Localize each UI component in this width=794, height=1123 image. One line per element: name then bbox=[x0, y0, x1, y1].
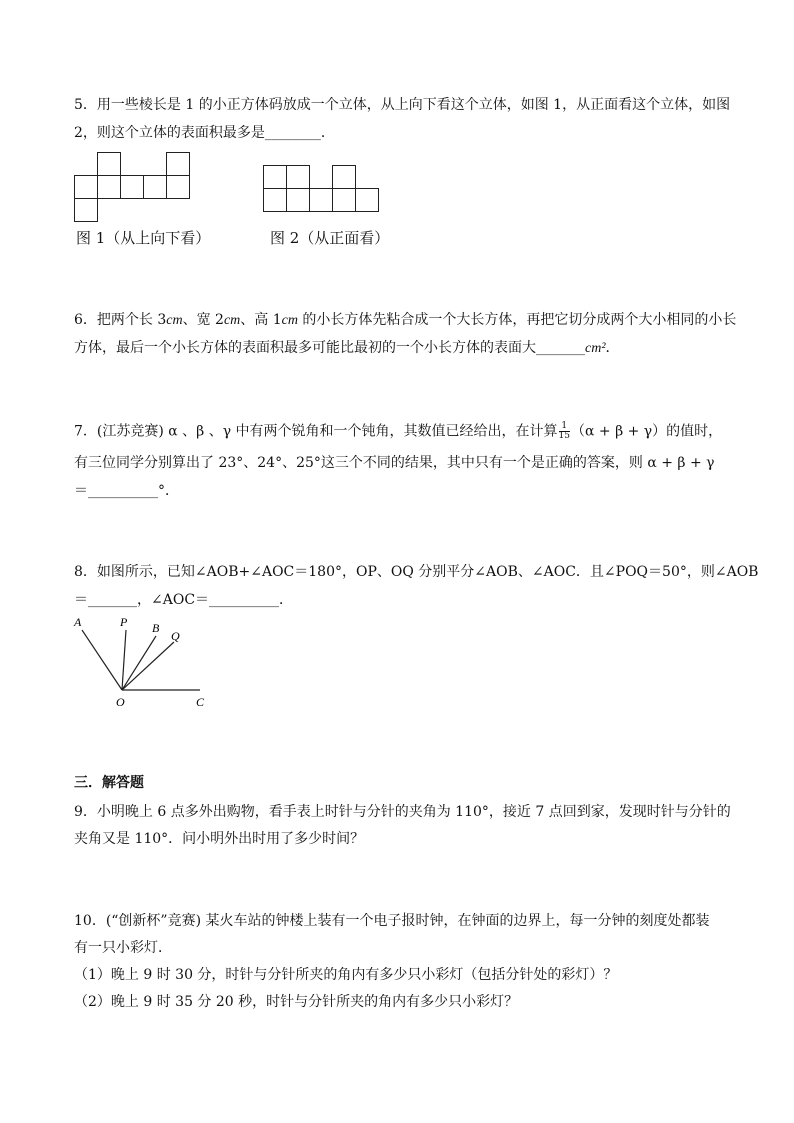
q6-text: ． bbox=[605, 340, 620, 356]
q7-line1 bbox=[74, 422, 722, 441]
figure1-top-view bbox=[74, 150, 194, 222]
fig2-cell bbox=[333, 189, 356, 212]
fig1-cell bbox=[121, 176, 144, 199]
q6-text: 、宽 2 bbox=[182, 312, 224, 328]
label-q: Q bbox=[171, 629, 180, 643]
label-o: O bbox=[116, 695, 125, 709]
q6-unit: cm bbox=[223, 313, 241, 328]
q6-unit-squared: cm² bbox=[585, 341, 606, 356]
q6-text: 、高 1 bbox=[240, 312, 282, 328]
fig2-cell bbox=[264, 166, 287, 189]
fig1-cell bbox=[98, 153, 121, 176]
angle-diagram bbox=[70, 612, 220, 714]
label-b: B bbox=[152, 621, 160, 635]
q5-line2: 2，则这个立体的表面积最多是________． bbox=[74, 125, 335, 141]
fig2-cell bbox=[333, 166, 356, 189]
fig1-cell bbox=[144, 176, 167, 199]
fig1-cell bbox=[167, 176, 190, 199]
q7-text: 7．(江苏竞赛) α 、β 、γ 中有两个锐角和一个钝角，其数值已经给出，在计算 bbox=[74, 423, 558, 440]
section-heading: 三．解答题 bbox=[74, 775, 144, 791]
q6-unit: cm bbox=[166, 313, 183, 328]
ray-op bbox=[122, 630, 126, 690]
q7-line2: 有三位同学分别算出了 23°、24°、25°这三个不同的结果，其中只有一个是正确的答案，则 α + β + γ bbox=[74, 455, 715, 471]
q6-line1 bbox=[74, 311, 736, 330]
fig2-cell bbox=[264, 189, 287, 212]
q5-line1: 5．用一些棱长是 1 的小正方体码放成一个立体，从上向下看这个立体，如图 1，从正面看这个立体，如图 bbox=[74, 97, 731, 113]
q6-text: 方体，最后一个小长方体的表面积最多可能比最初的一个小长方体的表面大_______ bbox=[74, 340, 585, 356]
ray-oa bbox=[82, 630, 122, 690]
fraction-denominator: 15 bbox=[558, 431, 570, 441]
fig2-cell bbox=[356, 189, 379, 212]
q9-line2: 夹角又是 110°．问小明外出时用了多少时间？ bbox=[74, 831, 365, 847]
fig1-cell bbox=[75, 199, 98, 222]
fig1-cell bbox=[98, 176, 121, 199]
q7-text: （α + β + γ）的值时， bbox=[571, 423, 723, 440]
q7-fraction bbox=[559, 422, 570, 441]
label-c: C bbox=[196, 695, 205, 709]
q8-line1: 8．如图所示，已知∠AOB+∠AOC＝180°，OP、OQ 分别平分∠AOB、∠AOC．且∠POQ＝50°，则∠AOB bbox=[74, 564, 759, 580]
q6-unit: cm bbox=[281, 313, 298, 328]
fig2-cell bbox=[287, 189, 310, 212]
fig1-cell bbox=[75, 176, 98, 199]
q10-line1: 10．(“创新杯”竞赛) 某火车站的钟楼上装有一个电子报时钟，在钟面的边界上，每一分钟的刻度处都装 bbox=[74, 913, 710, 929]
q6-text: 6．把两个长 3 bbox=[74, 312, 167, 328]
q10-sub1: （1）晚上 9 时 30 分，时针与分针所夹的角内有多少只小彩灯（包括分针处的彩灯）？ bbox=[74, 967, 618, 983]
fig2-cell bbox=[310, 189, 333, 212]
figure2-caption: 图 2（从正面看） bbox=[270, 229, 390, 247]
label-a: A bbox=[74, 615, 82, 629]
q9-line1: 9．小明晚上 6 点多外出购物，看手表上时针与分针的夹角为 110°，接近 7 点回到家，发现时针与分针的 bbox=[74, 804, 731, 820]
q7-line3: ＝__________°． bbox=[74, 483, 179, 499]
fig1-cell bbox=[167, 153, 190, 176]
q10-line2: 有一只小彩灯． bbox=[74, 940, 172, 956]
label-p: P bbox=[120, 615, 128, 629]
fig2-cell bbox=[287, 166, 310, 189]
q8-line2: ＝_______，∠AOC＝__________． bbox=[74, 592, 294, 608]
fraction-numerator: 1 bbox=[559, 422, 570, 432]
q10-sub2: （2）晚上 9 时 35 分 20 秒，时针与分针所夹的角内有多少只小彩灯？ bbox=[74, 994, 519, 1010]
figure2-front-view bbox=[263, 165, 383, 215]
figure1-caption: 图 1（从上向下看） bbox=[76, 229, 211, 247]
q6-line2 bbox=[74, 339, 620, 358]
q6-text: 的小长方体先粘合成一个大长方体，再把它切分成两个大小相同的小长 bbox=[297, 312, 737, 328]
